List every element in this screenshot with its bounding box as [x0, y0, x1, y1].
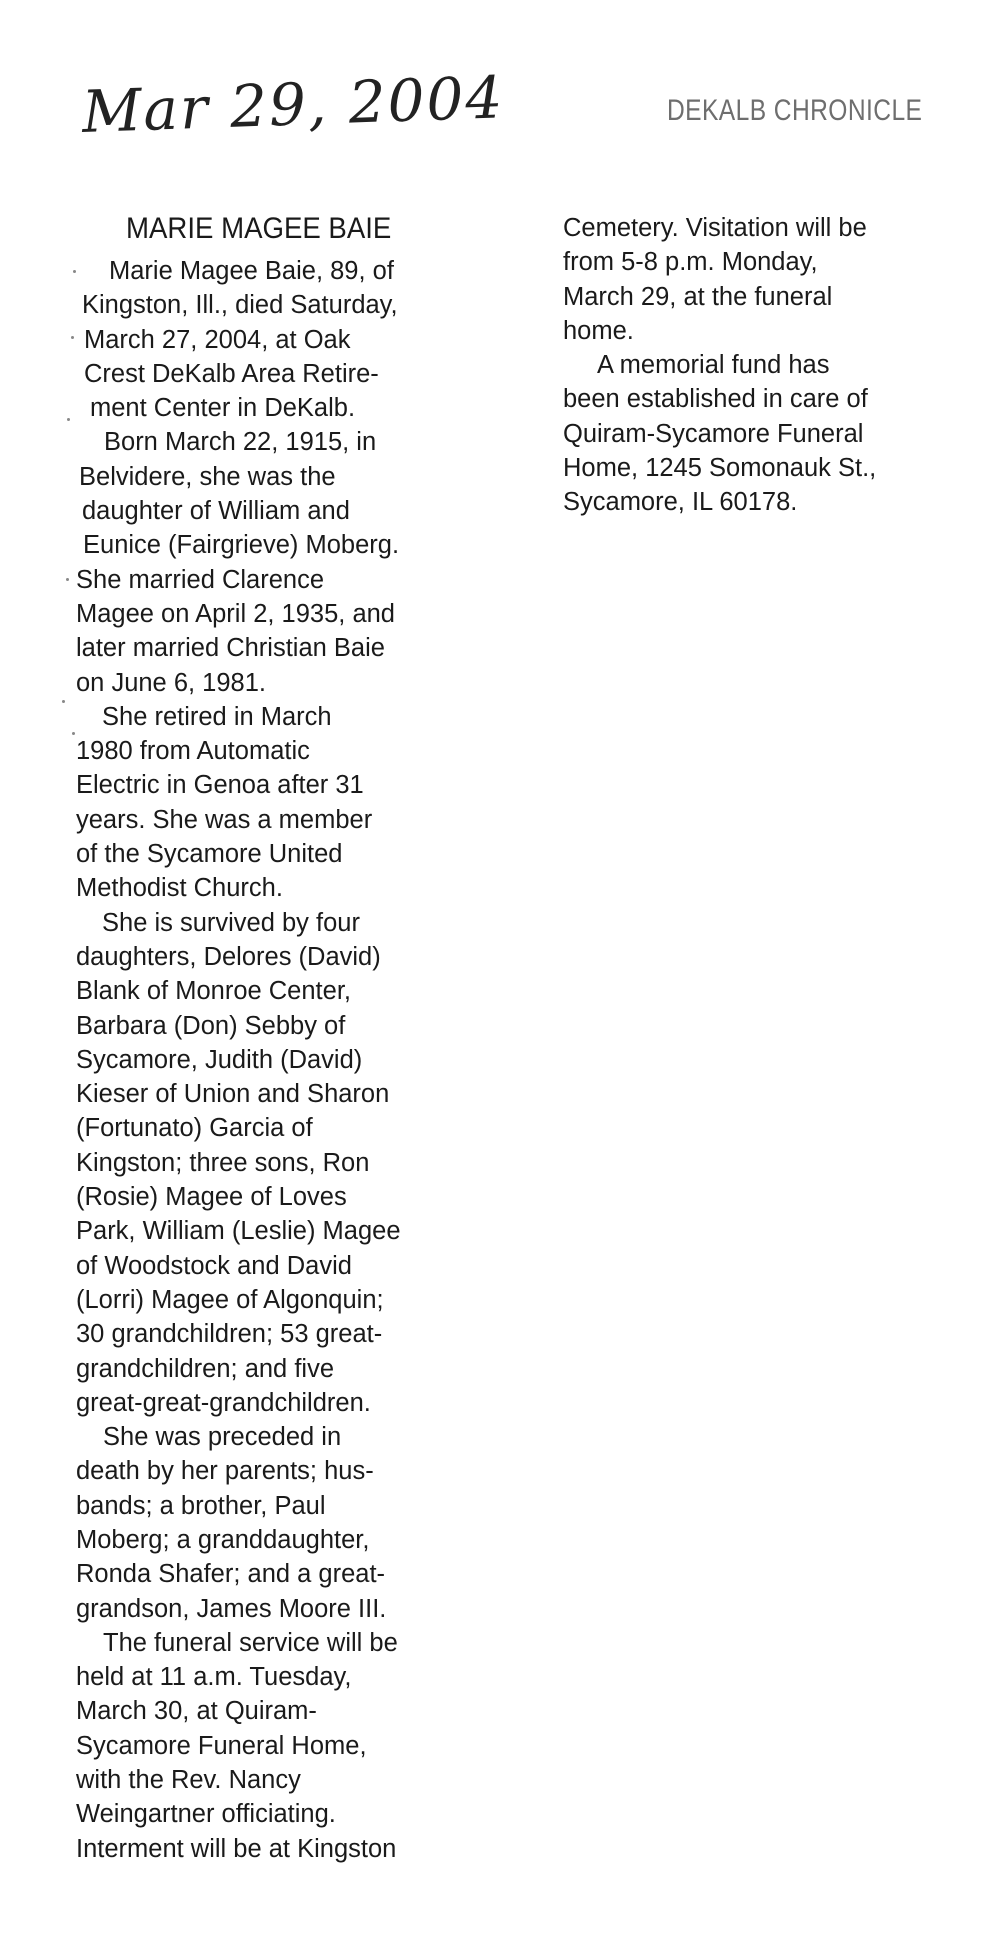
obituary-text-line: Kingston, Ill., died Saturday, [82, 291, 398, 320]
obituary-text-line: grandchildren; and five [76, 1354, 335, 1383]
obituary-text-line: Electric in Genoa after 31 [76, 771, 364, 800]
obituary-text-line: bands; a brother, Paul [76, 1491, 326, 1520]
obituary-text-line: Ronda Shafer; and a great- [76, 1560, 386, 1589]
obituary-text-line: Blank of Monroe Center, [76, 977, 351, 1006]
obituary-text-line: Born March 22, 1915, in [104, 428, 377, 457]
obituary-text-line: She married Clarence [76, 565, 325, 594]
obituary-text-line: Quiram-Sycamore Funeral [563, 419, 864, 448]
obituary-title: MARIE MAGEE BAIE [126, 212, 392, 245]
obituary-text-line: 1980 from Automatic [76, 737, 310, 766]
obituary-text-line: been established in care of [563, 385, 868, 414]
obituary-text-line: ment Center in DeKalb. [90, 394, 356, 423]
obituary-text-line: home. [563, 316, 634, 345]
obituary-text-line: Sycamore, Judith (David) [76, 1045, 363, 1074]
obituary-text-line: of Woodstock and David [76, 1251, 352, 1280]
obituary-text-line: Kieser of Union and Sharon [76, 1080, 390, 1109]
obituary-text-line: Home, 1245 Somonauk St., [563, 454, 877, 483]
obituary-text-line: held at 11 a.m. Tuesday, [76, 1663, 352, 1692]
obituary-text-line: March 30, at Quiram- [76, 1697, 317, 1726]
handwritten-date: Mar 29, 2004 [80, 63, 506, 146]
obituary-text-line: Weingartner officiating. [76, 1800, 336, 1829]
scan-speck [71, 336, 74, 339]
obituary-text-line: Kingston; three sons, Ron [76, 1148, 370, 1177]
obituary-left-column [76, 254, 496, 1866]
obituary-text-line: 30 grandchildren; 53 great- [76, 1320, 383, 1349]
scan-speck [66, 578, 69, 581]
obituary-text-line: from 5-8 p.m. Monday, [563, 248, 818, 277]
obituary-text-line: Interment will be at Kingston [76, 1834, 397, 1863]
scan-speck [62, 700, 65, 703]
obituary-text-line: She is survived by four [102, 908, 360, 937]
obituary-text-line: She retired in March [102, 702, 332, 731]
scan-speck [72, 732, 75, 735]
obituary-text-line: The funeral service will be [103, 1628, 398, 1657]
obituary-text-line: Eunice (Fairgrieve) Moberg. [83, 531, 400, 560]
obituary-text-line: March 29, at the funeral [563, 282, 833, 311]
obituary-text-line: Methodist Church. [76, 874, 283, 903]
obituary-right-column [563, 211, 963, 520]
obituary-text-line: Sycamore, IL 60178. [563, 488, 798, 517]
obituary-text-line: Crest DeKalb Area Retire- [84, 359, 379, 388]
obituary-text-line: (Fortunato) Garcia of [76, 1114, 313, 1143]
obituary-text-line: years. She was a member [76, 805, 373, 834]
obituary-text-line: She was preceded in [103, 1423, 342, 1452]
obituary-text-line: Park, William (Leslie) Magee [76, 1217, 401, 1246]
obituary-text-line: of the Sycamore United [76, 840, 343, 869]
obituary-text-line: on June 6, 1981. [76, 668, 266, 697]
obituary-text-line: with the Rev. Nancy [76, 1766, 301, 1795]
obituary-text-line: Marie Magee Baie, 89, of [109, 257, 394, 285]
obituary-text-line: Cemetery. Visitation will be [563, 214, 867, 242]
obituary-text-line: Moberg; a granddaughter, [76, 1525, 370, 1554]
obituary-text-line: (Rosie) Magee of Loves [76, 1183, 347, 1212]
scan-speck [73, 270, 76, 273]
obituary-text-line: later married Christian Baie [76, 634, 385, 663]
obituary-text-line: daughter of William and [82, 497, 350, 526]
obituary-text-line: Magee on April 2, 1935, and [76, 599, 395, 628]
obituary-text-line: Belvidere, she was the [79, 462, 336, 491]
obituary-text-line: Barbara (Don) Sebby of [76, 1011, 346, 1040]
obituary-text-line: Sycamore Funeral Home, [76, 1731, 367, 1760]
scan-speck [67, 418, 70, 421]
obituary-text-line: daughters, Delores (David) [76, 942, 381, 971]
obituary-text-line: death by her parents; hus- [76, 1457, 374, 1486]
obituary-text-line: A memorial fund has [597, 351, 830, 380]
newspaper-source: DEKALB CHRONICLE [667, 94, 923, 127]
obituary-text-line: (Lorri) Magee of Algonquin; [76, 1285, 384, 1314]
obituary-text-line: great-great-grandchildren. [76, 1388, 371, 1417]
obituary-text-line: March 27, 2004, at Oak [84, 325, 351, 354]
obituary-text-line: grandson, James Moore III. [76, 1594, 387, 1623]
